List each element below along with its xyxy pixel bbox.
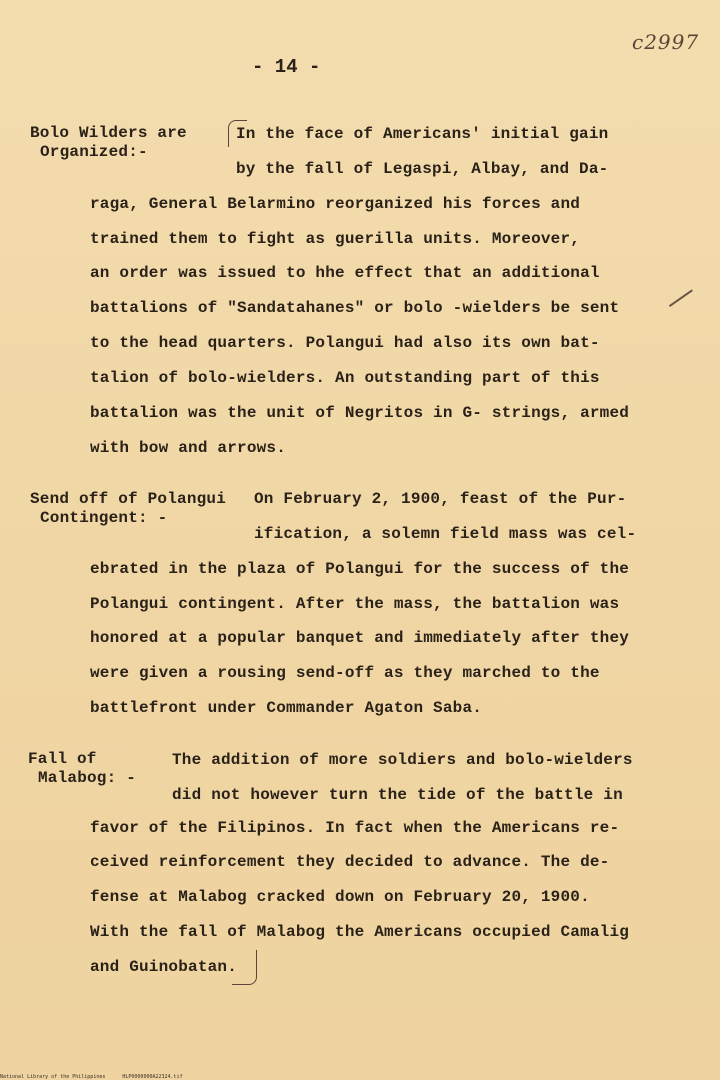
closing-bracket-mark <box>232 950 257 985</box>
text-line: ification, a solemn field mass was cel- <box>254 525 637 543</box>
scan-footer: National Library of the Philippines HLP0000000A22324.tif <box>0 1074 183 1080</box>
text-line: The addition of more soldiers and bolo-wielders <box>172 751 633 769</box>
text-line: to the head quarters. Polangui had also its own bat- <box>90 334 600 352</box>
text-line: raga, General Belarmino reorganized his forces and <box>90 195 581 213</box>
side-heading-malabog: Fall of Malabog: - <box>28 750 137 787</box>
text-line: battalion was the unit of Negritos in G- strings, armed <box>90 404 630 422</box>
side-heading-send-off: Send off of Polangui Contingent: - <box>30 490 227 527</box>
text-line: trained them to fight as guerilla units. Moreover, <box>90 230 581 248</box>
text-line: fense at Malabog cracked down on February 20, 1900. <box>90 888 590 906</box>
margin-tick-mark <box>669 289 693 306</box>
text-line: favor of the Filipinos. In fact when the Americans re- <box>90 819 620 837</box>
text-line: talion of bolo-wielders. An outstanding part of this <box>90 369 600 387</box>
text-line: with bow and arrows. <box>90 439 287 457</box>
text-line: an order was issued to hhe effect that an additional <box>90 264 600 282</box>
text-line: On February 2, 1900, feast of the Pur- <box>254 490 627 508</box>
text-line: by the fall of Legaspi, Albay, and Da- <box>236 160 609 178</box>
text-line: and Guinobatan. <box>90 958 238 976</box>
text-line: ceived reinforcement they decided to advance. The de- <box>90 853 610 871</box>
archive-reference: c2997 <box>632 30 700 54</box>
text-line: In the face of Americans' initial gain <box>236 125 609 143</box>
page-number: - 14 - <box>252 56 321 78</box>
text-line: ebrated in the plaza of Polangui for the success of the <box>90 560 630 578</box>
side-heading-bolo: Bolo Wilders are Organized:- <box>30 124 187 161</box>
text-line: Polangui contingent. After the mass, the battalion was <box>90 595 620 613</box>
text-line: battalions of "Sandatahanes" or bolo -wielders be sent <box>90 299 620 317</box>
text-line: did not however turn the tide of the battle in <box>172 786 623 804</box>
text-line: battlefront under Commander Agaton Saba. <box>90 699 483 717</box>
text-line: honored at a popular banquet and immediately after they <box>90 629 630 647</box>
text-line: With the fall of Malabog the Americans occupied Camalig <box>90 923 630 941</box>
text-line: were given a rousing send-off as they marched to the <box>90 664 600 682</box>
